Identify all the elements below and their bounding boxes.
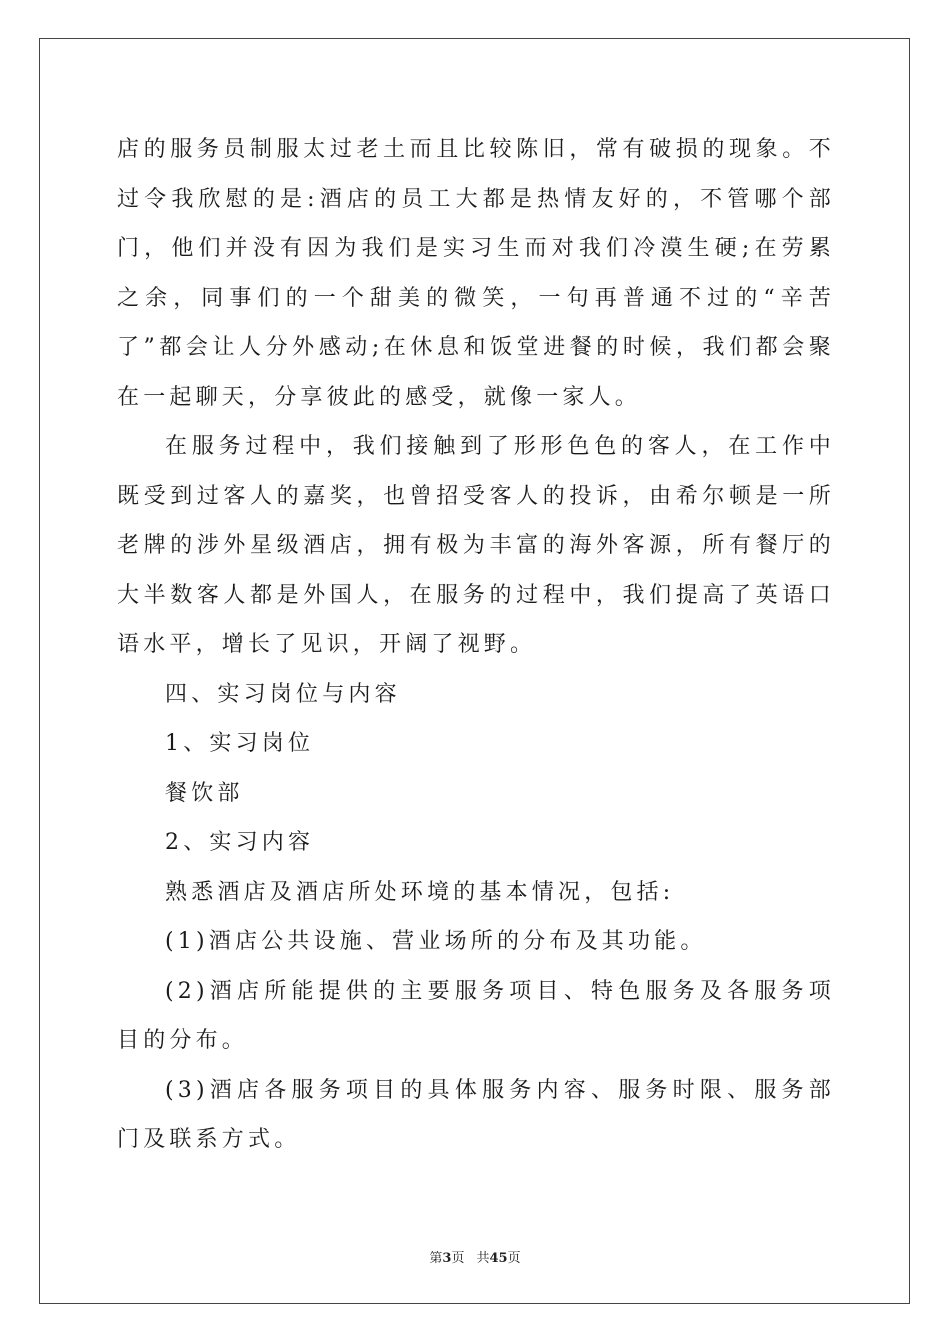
content-intro: 熟悉酒店及酒店所处环境的基本情况，包括:	[165, 879, 675, 905]
position-value: 餐饮部	[165, 780, 244, 806]
total-prefix: 共	[476, 1251, 490, 1266]
subheading-position: 1、实习岗位	[165, 731, 315, 756]
total-suffix: 页	[507, 1251, 521, 1266]
document-body	[117, 125, 835, 1165]
page-number: 3	[442, 1251, 452, 1266]
subheading-content: 2、实习内容	[165, 830, 315, 855]
page-prefix: 第	[429, 1251, 443, 1266]
page-suffix: 页	[451, 1251, 465, 1266]
paragraph-2: 在服务过程中，我们接触到了形形色色的客人，在工作中既受到过客人的嘉奖，也曾招受客人的投诉，由希尔顿是一所老牌的涉外星级酒店，拥有极为丰富的海外客源，所有餐厅的大半数客人都是外国人，在服务的过程中，我们提高了英语口语水平，增长了见识，开阔了视野。	[117, 434, 835, 657]
list-item-3: (3)酒店各服务项目的具体服务内容、服务时限、服务部门及联系方式。	[117, 1077, 835, 1152]
page-footer	[0, 1247, 950, 1266]
list-item-1: (1)酒店公共设施、营业场所的分布及其功能。	[165, 929, 707, 954]
paragraph-1: 店的服务员制服太过老土而且比较陈旧，常有破损的现象。不过令我欣慰的是:酒店的员工大都是热情友好的，不管哪个部门，他们并没有因为我们是实习生而对我们冷漠生硬;在劳累之余，同事们的一个甜美的微笑，一句再普通不过的“辛苦了”都会让人分外感动;在休息和饭堂进餐的时候，我们都会聚在一起聊天，分享彼此的感受，就像一家人。	[117, 137, 835, 410]
total-pages: 45	[489, 1251, 508, 1266]
section-heading-4: 四、实习岗位与内容	[165, 681, 401, 707]
list-item-2: (2)酒店所能提供的主要服务项目、特色服务及各服务项目的分布。	[117, 978, 835, 1053]
